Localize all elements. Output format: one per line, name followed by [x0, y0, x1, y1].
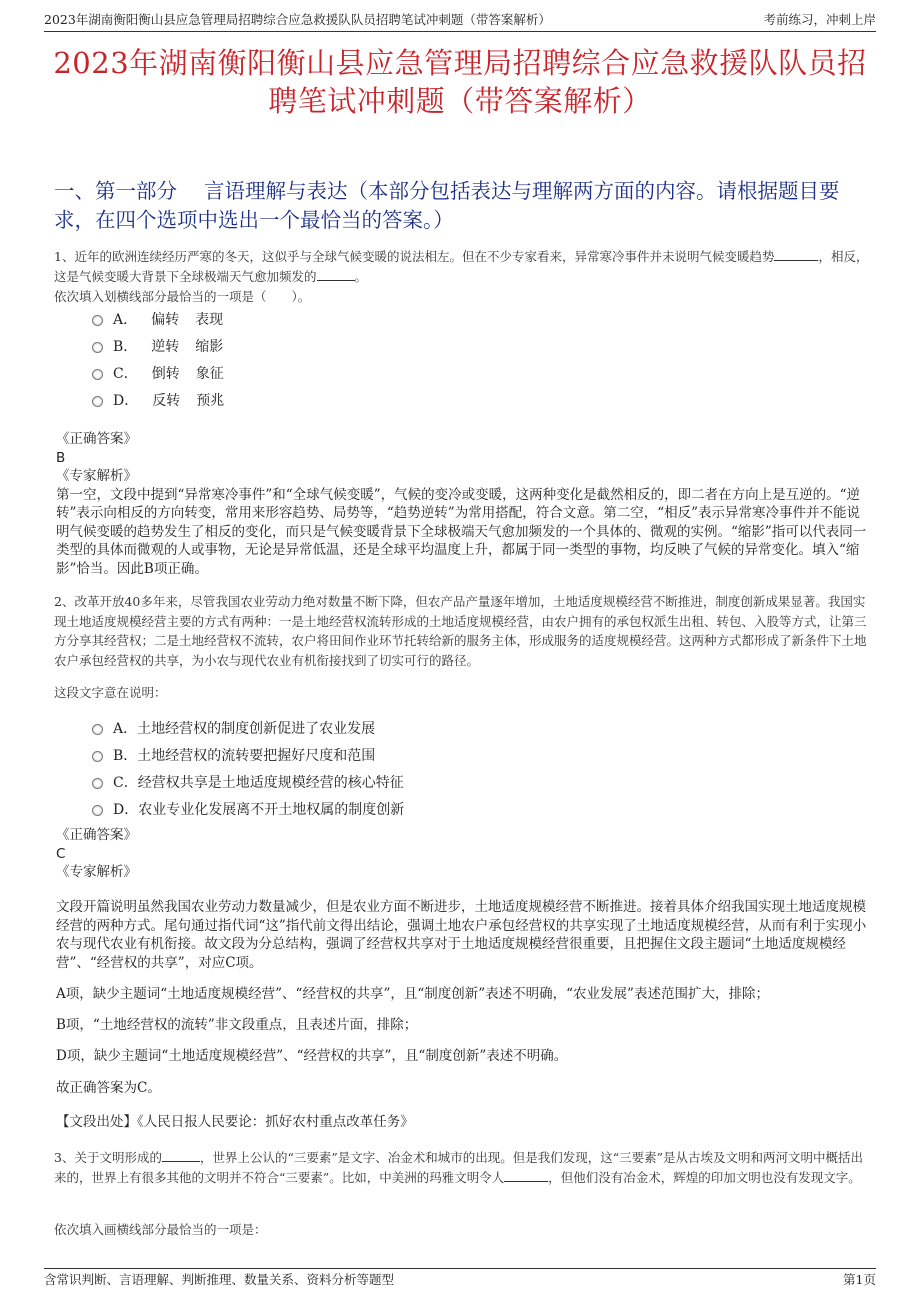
question-1-answer-block — [56, 430, 872, 578]
question-1-stem-part-b: ，相反，这是气候变暖大背景下全球极端天气愈加频发的 — [54, 249, 869, 284]
question-2-option-b[interactable] — [92, 741, 404, 768]
option-letter: A． — [113, 720, 138, 737]
question-1-option-a[interactable] — [92, 305, 224, 332]
option-text: 农业专业化发展离不开土地权属的制度创新 — [138, 801, 405, 818]
analysis-label: 《专家解析》 — [56, 864, 137, 880]
option-text: 土地经营权的制度创新促进了农业发展 — [137, 720, 376, 737]
question-1-stem-part-a: 1、近年的欧洲连续经历严寒的冬天，这似乎与全球气候变暖的说法相左。但在不少专家看来，异常寒冷事件并未说明气候变暖趋势 — [54, 249, 775, 264]
question-2-analysis-paragraph-3: B项，“土地经营权的流转”非文段重点，且表述片面，排除； — [56, 1017, 418, 1033]
question-3-stem-part-b: ，世界上公认的“三要素”是文字、冶金术和城市的出现。但是我们发现，这“三要素”是从古埃及文明和两河文明中概括出来的，世界上有很多其他的文明并不符合“三要素”。比如，中美洲的玛雅文明令人 — [54, 1150, 864, 1185]
option-word-1: 逆转 — [151, 338, 180, 355]
option-word-2: 表现 — [195, 311, 224, 328]
fill-blank — [774, 249, 818, 261]
radio-button-icon[interactable] — [92, 724, 103, 735]
header-slogan: 考前练习，冲刺上岸 — [763, 12, 876, 27]
option-word-2: 预兆 — [196, 392, 225, 409]
option-letter: D． — [113, 392, 139, 409]
question-1-analysis: 第一空，文段中提到“异常寒冷事件”和“全球气候变暖”，气候的变冷或变暖，这两种变化是截然相反的，即二者在方向上是互逆的。“逆转”表示向相反的方向转变，常用来形容趋势、局势等，“趋势逆转”为常用搭配，符合文意。第二空，“相反”表示异常寒冷事件并不能说明气候变暖的趋势发生了相反的变化，而只是气候变暖背景下全球极端天气愈加频发的一个具体的、微观的实例。“缩影”指可以代表同一类型的具体而微观的人或事物，无论是异常低温，还是全球平均温度上升，都属于同一类型的事物，均反映了气候的异常变化。填入“缩影”恰当。因此B项正确。 — [56, 486, 867, 577]
answer-label: 《正确答案》 — [56, 827, 137, 843]
radio-button-icon[interactable] — [92, 778, 103, 789]
footer-question-types: 含常识判断、言语理解、判断推理、数量关系、资料分析等题型 — [44, 1272, 395, 1287]
question-2-stem: 2、改革开放40多年来，尽管我国农业劳动力绝对数量不断下降，但农产品产量逐年增加，土地适度规模经营不断推进，制度创新成果显著。我国实现土地适度规模经营主要的方式有两种：一是土地经营权流转形成的土地适度规模经营，由农户拥有的承包权派生出租、转包、入股等方式，让第三方分享其经营权；二是土地经营权不流转，农户将田间作业环节托转给新的服务主体，形成服务的适度规模经营。这两种方式都形成了新条件下土地农户承包经营权的共享，为小农与现代农业有机衔接找到了切实可行的路径。 — [54, 594, 867, 668]
answer-value: C — [56, 845, 66, 862]
option-letter: B． — [113, 747, 138, 764]
question-1-stem — [54, 247, 874, 286]
option-letter: C． — [113, 774, 138, 791]
section-title: 一、第一部分 言语理解与表达（本部分包括表达与理解两方面的内容。请根据题目要求，在四个选项中选出一个最恰当的答案。） — [54, 179, 840, 232]
radio-button-icon[interactable] — [92, 751, 103, 762]
question-1-option-d[interactable] — [92, 386, 224, 413]
option-letter: B． — [113, 338, 138, 355]
question-1-prompt: 依次填入划横线部分最恰当的一项是（ ）。 — [54, 289, 311, 304]
question-1-options — [92, 305, 224, 413]
question-1-option-c[interactable] — [92, 359, 224, 386]
question-1-stem-part-c: 。 — [354, 268, 368, 284]
answer-label: 《正确答案》 — [56, 431, 137, 447]
question-2-answer-block — [56, 826, 872, 882]
option-word-1: 倒转 — [151, 365, 180, 382]
question-3-stem — [54, 1148, 874, 1187]
radio-button-icon[interactable] — [92, 396, 103, 407]
question-2-analysis-paragraph-4: D项，缺少主题词“土地适度规模经营”、“经营权的共享”，且“制度创新”表述不明确。 — [56, 1048, 568, 1064]
fill-blank — [317, 269, 355, 281]
option-letter: A． — [113, 311, 138, 328]
option-letter: C． — [113, 365, 138, 382]
question-2-options — [92, 714, 404, 822]
option-text: 经营权共享是土地适度规模经营的核心特征 — [137, 774, 404, 791]
question-2-analysis-paragraph-1: 文段开篇说明虽然我国农业劳动力数量减少，但是农业方面不断进步，土地适度规模经营不断推进。接着具体介绍我国实现土地适度规模经营的两种方式。尾句通过指代词“这”指代前文得出结论，强调土地农户承包经营权的共享实现了土地适度规模经营，从而有利于实现小农与现代农业有机衔接。故文段为分总结构，强调了经营权共享对于土地适度规模经营很重要，且把握住文段主题词“土地适度规模经营”、“经营权的共享”，对应C项。 — [56, 899, 867, 971]
question-2-option-a[interactable] — [92, 714, 404, 741]
question-3-prompt: 依次填入画横线部分最恰当的一项是： — [54, 1222, 267, 1237]
option-word-2: 缩影 — [195, 338, 224, 355]
option-word-1: 反转 — [152, 392, 181, 409]
answer-value: B — [56, 449, 66, 466]
option-letter: D． — [113, 801, 139, 818]
header-doc-title: 2023年湖南衡阳衡山县应急管理局招聘综合应急救援队队员招聘笔试冲刺题（带答案解析） — [44, 12, 551, 27]
question-2-analysis-paragraph-5: 故正确答案为C。 — [56, 1080, 161, 1096]
radio-button-icon[interactable] — [92, 342, 103, 353]
question-2-analysis-paragraph-2: A项，缺少主题词“土地适度规模经营”、“经营权的共享”，且“制度创新”表述不明确，“农业发展”表述范围扩大，排除； — [56, 986, 769, 1002]
document-title: 2023年湖南衡阳衡山县应急管理局招聘综合应急救援队队员招聘笔试冲刺题（带答案解析） — [53, 46, 867, 118]
radio-button-icon[interactable] — [92, 805, 103, 816]
footer-page-number: 第1页 — [843, 1272, 876, 1287]
analysis-label: 《专家解析》 — [56, 468, 137, 484]
option-text: 土地经营权的流转要把握好尺度和范围 — [137, 747, 376, 764]
option-word-1: 偏转 — [151, 311, 180, 328]
fill-blank — [504, 1170, 548, 1182]
radio-button-icon[interactable] — [92, 369, 103, 380]
question-1-option-b[interactable] — [92, 332, 224, 359]
question-3-stem-part-c: ，但他们没有冶金术，辉煌的印加文明也没有发现文字。 — [548, 1169, 861, 1185]
radio-button-icon[interactable] — [92, 315, 103, 326]
option-word-2: 象征 — [195, 365, 224, 382]
question-2-prompt: 这段文字意在说明： — [54, 685, 167, 700]
question-2-option-c[interactable] — [92, 768, 404, 795]
fill-blank — [162, 1150, 200, 1162]
question-2-source: 【文段出处】《人民日报人民要论：抓好农村重点改革任务》 — [56, 1114, 414, 1130]
question-2-option-d[interactable] — [92, 795, 404, 822]
page-header — [44, 10, 876, 32]
page-footer — [44, 1268, 876, 1290]
question-3-stem-part-a: 3、关于文明形成的 — [54, 1150, 162, 1165]
